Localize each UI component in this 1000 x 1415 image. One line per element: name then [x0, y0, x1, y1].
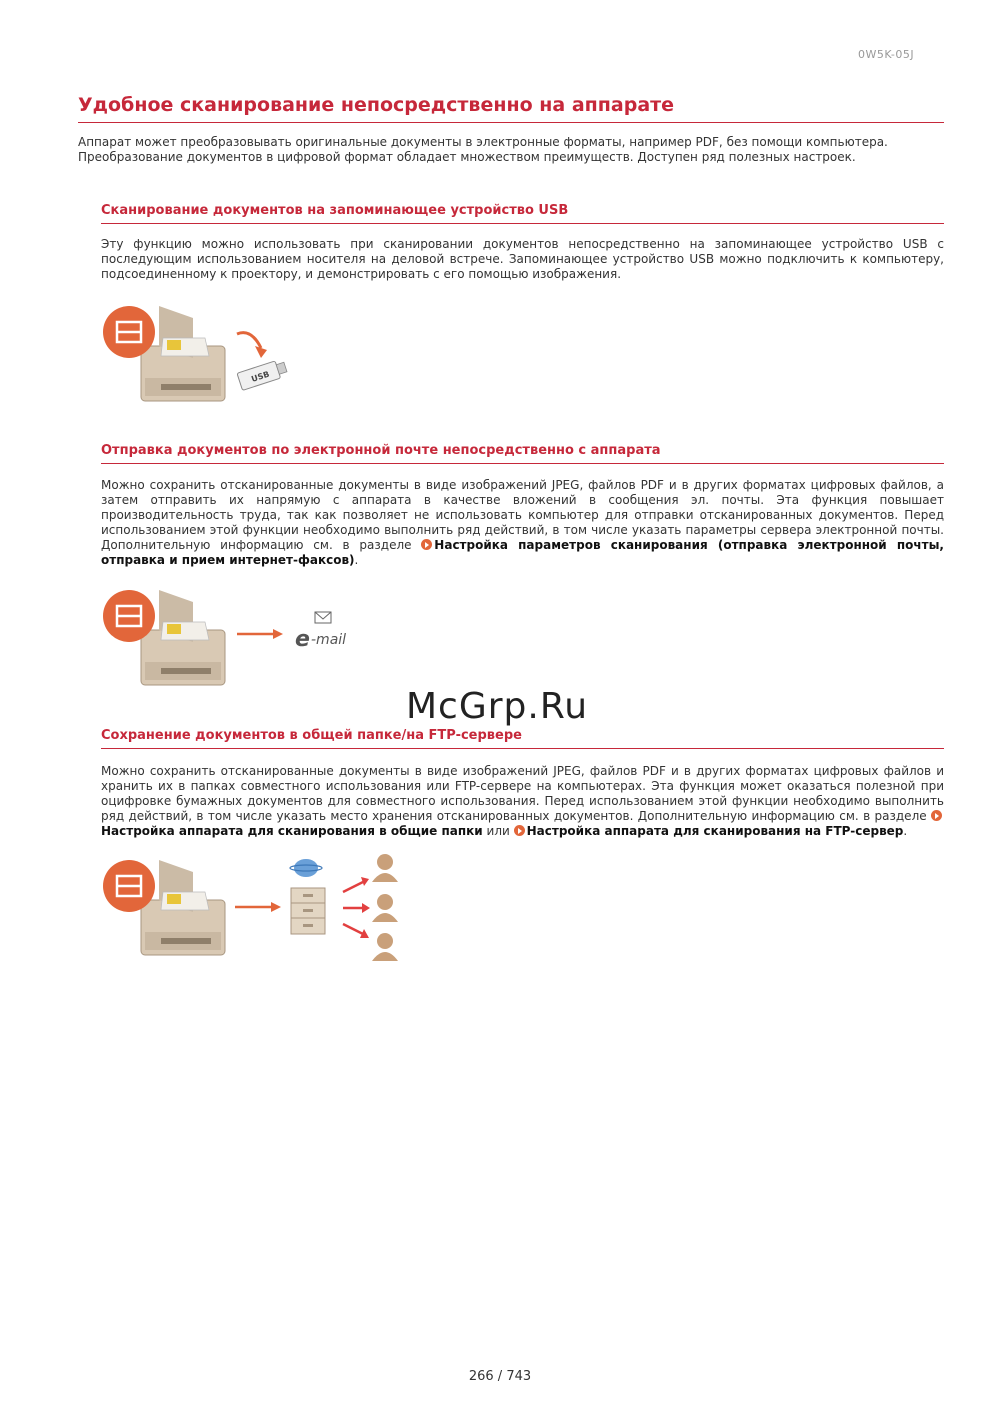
arrows-to-users-icon — [343, 877, 370, 938]
section-folder-title: Сохранение документов в общей папке/на FTP-сервере — [101, 728, 944, 749]
intro-text — [78, 135, 944, 165]
intro-line-1: Аппарат может преобразовывать оригинальные документы в электронные форматы, например PDF, без помощи компьютера. — [78, 135, 888, 149]
printer-icon — [141, 860, 225, 955]
usb-label: USB — [250, 369, 271, 384]
link-arrow-icon — [421, 539, 432, 550]
section-email-title: Отправка документов по электронной почте непосредственно с аппарата — [101, 443, 944, 464]
intro-line-2: Преобразование документов в цифровой формат обладает множеством преимуществ. Доступен ряд полезных настроек. — [78, 150, 856, 164]
arrow-icon — [237, 629, 283, 639]
page-title: Удобное сканирование непосредственно на аппарате — [78, 94, 944, 123]
scanner-badge-icon — [103, 306, 155, 358]
svg-text:-mail: -mail — [311, 632, 347, 648]
scanner-badge-icon — [103, 860, 155, 912]
link-scan-settings-email[interactable]: Настройка параметров сканирования (отправка электронной почты, отправка и прием интернет-факсов) — [101, 538, 944, 567]
section-folder-after: . — [903, 824, 908, 838]
link-arrow-icon — [514, 825, 525, 836]
server-icon — [290, 859, 325, 934]
email-logo-icon — [295, 612, 346, 652]
link-arrow-icon — [931, 810, 942, 821]
section-folder-body — [101, 764, 944, 839]
shared-folder-illustration — [101, 850, 411, 966]
email-scan-illustration — [101, 582, 361, 688]
printer-icon — [141, 590, 225, 685]
section-folder-between: или — [482, 824, 514, 838]
arrow-icon — [235, 902, 281, 912]
section-email-body — [101, 478, 944, 568]
printer-icon — [141, 306, 225, 401]
section-folder-text: Можно сохранить отсканированные документы в виде изображений JPEG, файлов PDF и в других форматах цифровых файлов и хранить их в папках совместного использования или FTP-сервере на компьютерах. Эта функция может оказаться полезной при оцифровке бумажных документов для совместного использования. Перед использованием этой функции необходимо выполнить ряд действий, в том числе указать место хранения отсканированных документов. Дополнительную информацию см. в разделе — [101, 764, 944, 823]
usb-scan-illustration — [101, 298, 301, 404]
svg-text:e: e — [295, 627, 310, 652]
link-ftp-server-setup[interactable]: Настройка аппарата для сканирования на FTP-сервер — [526, 824, 904, 838]
section-email-after: . — [354, 553, 359, 567]
user-icon-1 — [372, 854, 398, 882]
watermark: McGrp.Ru — [406, 686, 589, 727]
usb-drive-icon — [237, 333, 288, 391]
section-usb-title: Сканирование документов на запоминающее устройство USB — [101, 203, 944, 224]
section-usb-body: Эту функцию можно использовать при сканировании документов непосредственно на запоминающее устройство USB с последующим использованием носителя на деловой встрече. Запоминающее устройство USB можно подключить к компьютеру, подсоединенному к проектору, и демонстрировать с его помощью изображения. — [101, 237, 944, 281]
section-email-text: Можно сохранить отсканированные документы в виде изображений JPEG, файлов PDF и в других форматах цифровых файлов, а затем отправить их напрямую с аппарата в качестве вложений в сообщения эл. почты. Эта функция повышает производительность труда, так как позволяет не использовать компьютер для отправки отсканированных документов. Перед использованием этой функции необходимо выполнить ряд действий, в том числе указать параметры сервера электронной почты. Дополнительную информацию см. в разделе — [101, 478, 944, 552]
link-shared-folder-setup[interactable]: Настройка аппарата для сканирования в общие папки — [101, 824, 483, 838]
user-icon-2 — [372, 894, 398, 922]
page-number: 266 / 743 — [468, 1369, 532, 1384]
scanner-badge-icon — [103, 590, 155, 642]
user-icon-3 — [372, 933, 398, 961]
document-code: 0W5K-05J — [858, 48, 915, 61]
